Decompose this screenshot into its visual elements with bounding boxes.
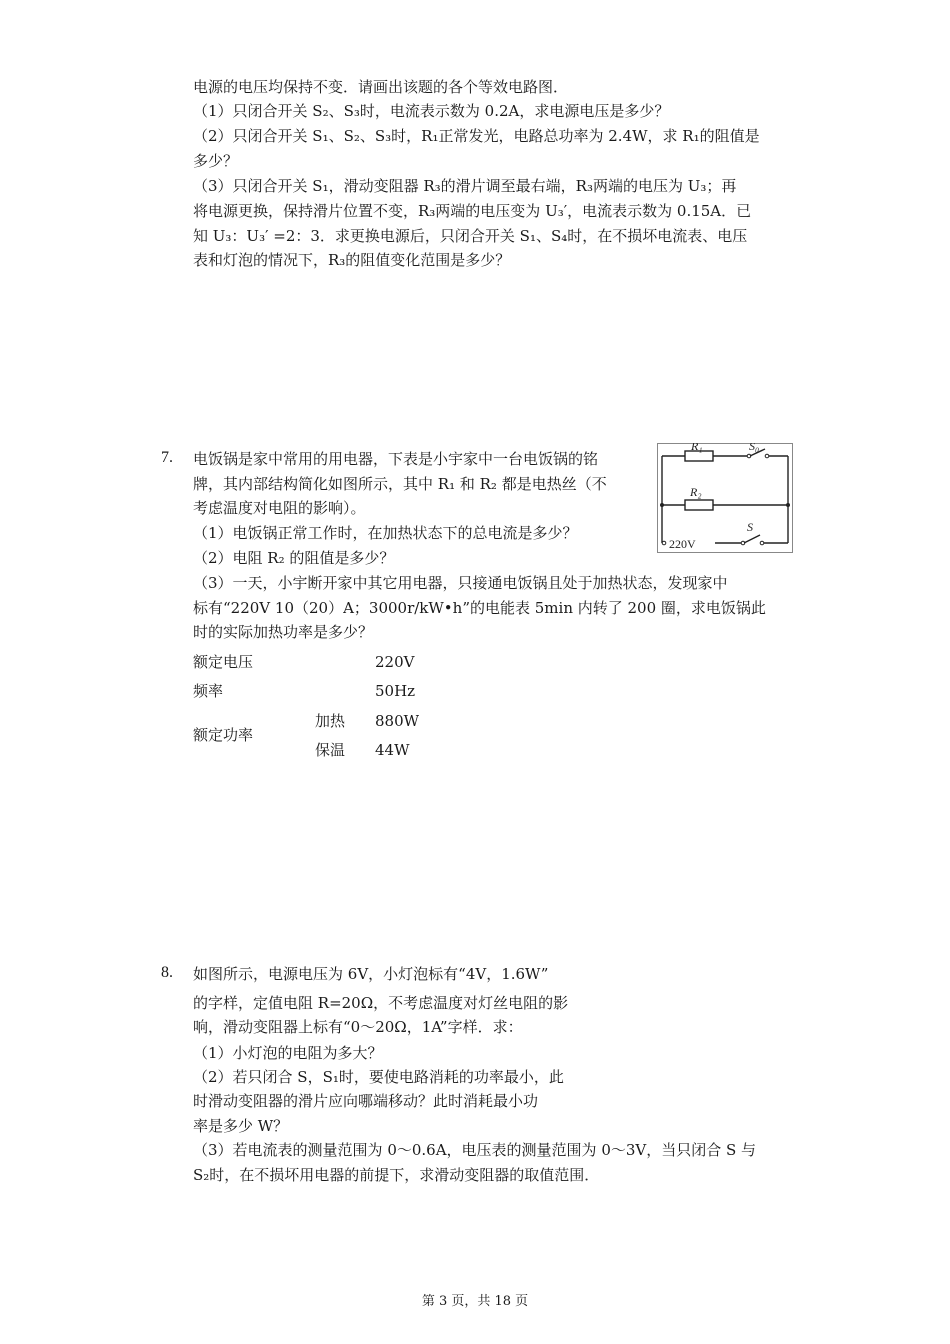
q8-number: 8. (161, 964, 173, 981)
q6-line-8: 表和灯泡的情况下，R₃的阻值变化范围是多少？ (193, 251, 511, 269)
supply-terminal (662, 541, 666, 545)
q6-line-5: （3）只闭合开关 S₁，滑动变阻器 R₃的滑片调至最右端，R₃两端的电压为 U₃；再 (193, 177, 737, 195)
q8-line-9: S₂时，在不损坏用电器的前提下，求滑动变阻器的取值范围． (193, 1166, 600, 1184)
q6-line-1: 电源的电压均保持不变．请画出该题的各个等效电路图． (193, 78, 569, 96)
q8-line-1: 如图所示，电源电压为 6V，小灯泡标有“4V，1.6W” (193, 965, 549, 983)
table-value-heating: 880W (375, 712, 420, 730)
page-footer: 第 3 页，共 18 页 (421, 1294, 529, 1309)
q8-line-6: 时滑动变阻器的滑片应向哪端移动？此时消耗最小功 (193, 1092, 539, 1110)
q7-line-5: （2）电阻 R₂ 的阻值是多少？ (193, 549, 395, 567)
q7-line-8: 时的实际加热功率是多少？ (193, 623, 374, 641)
rice-cooker-circuit-diagram (657, 443, 793, 553)
q7-line-1: 电饭锅是家中常用的用电器，下表是小宇家中一台电饭锅的铭 (193, 450, 599, 468)
table-label-frequency: 频率 (193, 682, 224, 700)
table-sub-warm: 保温 (315, 741, 346, 759)
table-label-voltage: 额定电压 (193, 653, 254, 671)
table-value-frequency: 50Hz (375, 682, 416, 700)
q7-line-2: 牌，其内部结构简化如图所示，其中 R₁ 和 R₂ 都是电热丝（不 (193, 475, 607, 493)
q6-line-2: （1）只闭合开关 S₂、S₃时，电流表示数为 0.2A，求电源电压是多少？ (193, 102, 670, 120)
label-220v: 220V (669, 537, 696, 551)
resistor-r2-symbol (685, 500, 713, 510)
q8-line-4: （1）小灯泡的电阻为多大？ (193, 1044, 383, 1062)
label-s0: S₀ (749, 443, 760, 453)
q6-line-3: （2）只闭合开关 S₁、S₂、S₃时，R₁正常发光，电路总功率为 2.4W，求 R₁的阻值是 (193, 127, 760, 145)
table-sub-heating: 加热 (315, 712, 346, 730)
q7-line-3: 考虑温度对电阻的影响）。 (193, 499, 366, 517)
q7-line-7: 标有“220V 10（20）A；3000r/kW•h”的电能表 5min 内转了 200 圈，求电饭锅此 (193, 599, 766, 617)
q7-line-4: （1）电饭锅正常工作时，在加热状态下的总电流是多少？ (193, 524, 578, 542)
q6-line-4: 多少？ (193, 152, 239, 170)
q8-line-7: 率是多少 W？ (193, 1117, 289, 1135)
q8-line-5: （2）若只闭合 S，S₁时，要使电路消耗的功率最小，此 (193, 1068, 564, 1086)
q6-line-7: 知 U₃：U₃′ =2：3．求更换电源后，只闭合开关 S₁、S₄时，在不损坏电流表、电压 (193, 227, 748, 245)
table-value-warm: 44W (375, 741, 410, 759)
q8-line-2: 的字样，定值电阻 R=20Ω，不考虑温度对灯丝电阻的影 (193, 994, 569, 1012)
q8-line-3: 响，滑动变阻器上标有“0～20Ω，1A”字样．求： (193, 1018, 523, 1036)
q6-line-6: 将电源更换，保持滑片位置不变，R₃两端的电压变为 U₃′，电流表示数为 0.15A．已 (193, 202, 752, 220)
q7-line-6: （3）一天，小宇断开家中其它用电器，只接通电饭锅且处于加热状态，发现家中 (193, 574, 728, 592)
q7-number: 7. (161, 449, 173, 466)
table-value-voltage: 220V (375, 653, 415, 671)
label-s: S (747, 520, 753, 534)
q8-line-8: （3）若电流表的测量范围为 0～0.6A，电压表的测量范围为 0～3V，当只闭合 S 与 (193, 1141, 757, 1159)
label-r2: R₂ (690, 485, 702, 499)
label-r1: R₁ (691, 443, 703, 453)
table-label-power: 额定功率 (193, 726, 254, 744)
